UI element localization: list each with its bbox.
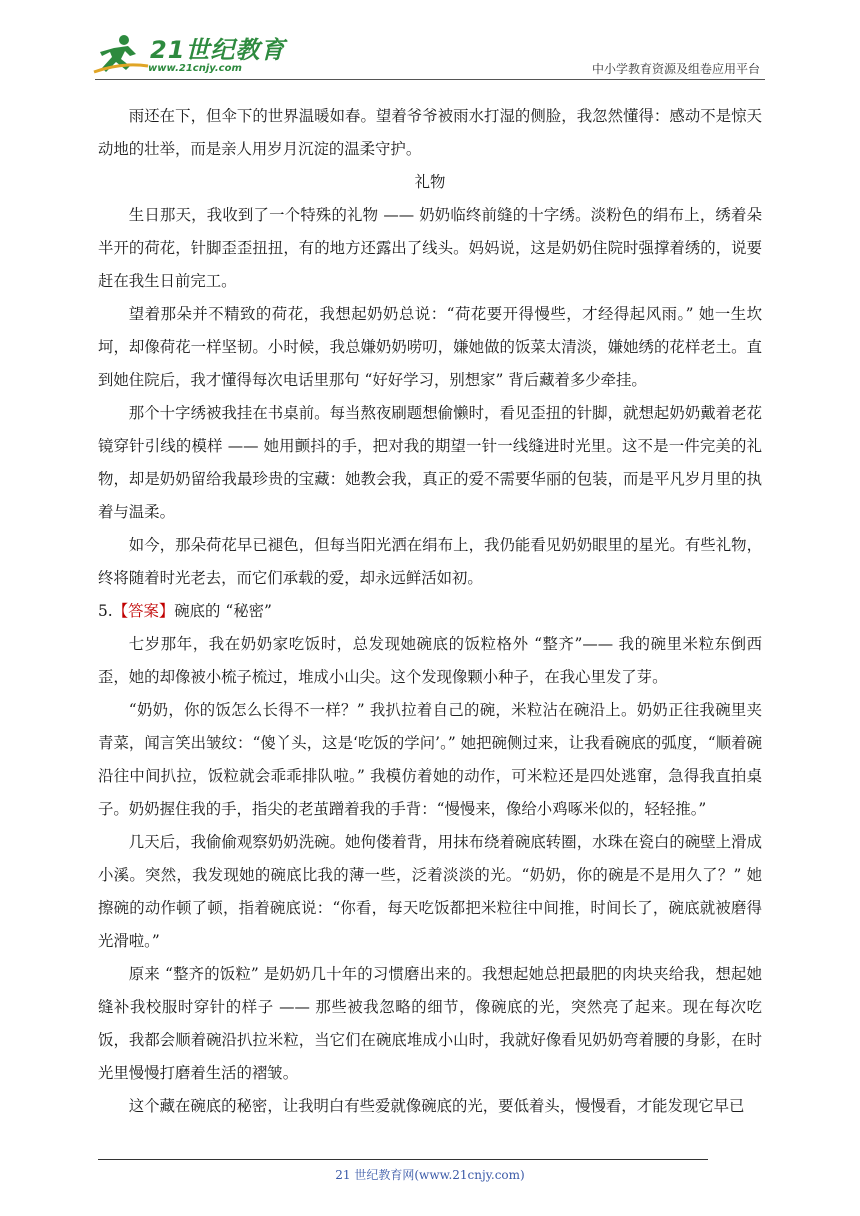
essay-title: 碗底的 “秘密”	[174, 602, 272, 620]
header-divider	[95, 79, 765, 80]
paragraph: 生日那天，我收到了一个特殊的礼物 —— 奶奶临终前缝的十字绣。淡粉色的绢布上，绣着朵半开的荷花，针脚歪歪扭扭，有的地方还露出了线头。妈妈说，这是奶奶住院时强撑着绣的，说要赶在我生日前完工。	[98, 206, 762, 290]
logo-url: www.21cnjy.com	[148, 63, 242, 74]
paragraph: “奶奶，你的饭怎么长得不一样？” 我扒拉着自己的碗，米粒沾在碗沿上。奶奶正往我碗里夹青菜，闻言笑出皱纹：“傻丫头，这是‘吃饭的学问’。” 她把碗侧过来，让我看碗底的弧度，“顺着碗沿往中间扒拉，饭粒就会乖乖排队啦。” 我模仿着她的动作，可米粒还是四处逃窜，急得我直拍桌子。奶奶握住我的手，指尖的老茧蹭着我的手背：“慢慢来，像给小鸡啄米似的，轻轻推。”	[98, 701, 762, 818]
paragraph: 原来 “整齐的饭粒” 是奶奶几十年的习惯磨出来的。我想起她总把最肥的肉块夹给我，想起她缝补我校服时穿针的样子 —— 那些被我忽略的细节，像碗底的光，突然亮了起来。现在每次吃饭，我都会顺着碗沿扒拉米粒，当它们在碗底堆成小山时，我就好像看见奶奶弯着腰的身影，在时光里慢慢打磨着生活的褶皱。	[98, 965, 762, 1082]
paragraph: 那个十字绣被我挂在书桌前。每当熬夜刷题想偷懒时，看见歪扭的针脚，就想起奶奶戴着老花镜穿针引线的模样 —— 她用颤抖的手，把对我的期望一针一线缝进时光里。这不是一件完美的礼物，却是奶奶留给我最珍贵的宝藏：她教会我，真正的爱不需要华丽的包装，而是平凡岁月里的执着与温柔。	[98, 404, 762, 521]
answer-tag: 【答案】	[112, 602, 175, 620]
paragraph: 雨还在下，但伞下的世界温暖如春。望着爷爷被雨水打湿的侧脸，我忽然懂得：感动不是惊天动地的壮举，而是亲人用岁月沉淀的温柔守护。	[98, 107, 762, 158]
page-header	[0, 0, 860, 90]
footer-divider	[98, 1159, 708, 1160]
platform-name: 中小学教育资源及组卷应用平台	[591, 62, 760, 76]
question-number: 5.	[98, 602, 113, 620]
section-title: 礼物	[414, 173, 446, 191]
paragraph: 如今，那朵荷花早已褪色，但每当阳光洒在绢布上，我仍能看见奶奶眼里的星光。有些礼物，终将随着时光老去，而它们承载的爱，却永远鲜活如初。	[98, 536, 762, 587]
paragraph: 这个藏在碗底的秘密，让我明白有些爱就像碗底的光，要低着头，慢慢看，才能发现它早已	[128, 1097, 745, 1115]
paragraph: 望着那朵并不精致的荷花，我想起奶奶总说：“荷花要开得慢些，才经得起风雨。” 她一生坎坷，却像荷花一样坚韧。小时候，我总嫌奶奶唠叨，嫌她做的饭菜太清淡，嫌她绣的花样老土。直到她住院后，我才懂得每次电话里那句 “好好学习，别想家” 背后藏着多少牵挂。	[98, 305, 762, 389]
document-body	[98, 100, 762, 1123]
paragraph: 七岁那年，我在奶奶家吃饭时，总发现她碗底的饭粒格外 “整齐”—— 我的碗里米粒东倒西歪，她的却像被小梳子梳过，堆成小山尖。这个发现像颗小种子，在我心里发了芽。	[98, 635, 762, 686]
logo-wordmark: 21世纪教育	[150, 36, 286, 64]
paragraph: 几天后，我偷偷观察奶奶洗碗。她佝偻着背，用抹布绕着碗底转圈，水珠在瓷白的碗壁上滑成小溪。突然，我发现她的碗底比我的薄一些，泛着淡淡的光。“奶奶，你的碗是不是用久了？” 她擦碗的动作顿了顿，指着碗底说：“你看，每天吃饭都把米粒往中间推，时间长了，碗底就被磨得光滑啦。”	[98, 833, 762, 950]
page-footer: 21 世纪教育网(www.21cnjy.com)	[335, 1168, 525, 1182]
question-heading	[98, 595, 762, 628]
